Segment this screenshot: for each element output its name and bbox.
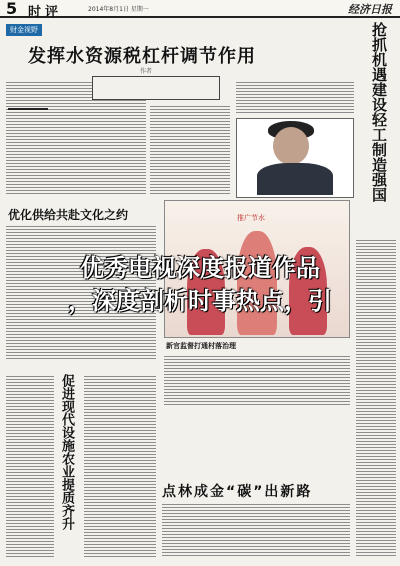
article-summary-box — [92, 76, 220, 100]
column-tag: 财金视野 — [6, 24, 42, 36]
bottom-article-title: 点林成金“碳”出新路 — [162, 484, 313, 500]
section-title: 时评 — [28, 5, 63, 20]
panel-heading: 新官监督打通村落治理 — [166, 342, 236, 350]
suit-shape — [257, 163, 333, 195]
main-headline: 发挥水资源税杠杆调节作用 — [28, 46, 256, 67]
left-article-title: 优化供给共赴文化之约 — [8, 208, 129, 222]
main-byline: 作者 — [140, 68, 153, 75]
panel-body — [164, 354, 350, 406]
left-column-text-1 — [6, 374, 54, 558]
overlay-line-2: ，深度剖析时事热点，引 — [68, 287, 332, 315]
face-shape — [273, 127, 309, 165]
main-article-col3 — [236, 80, 354, 114]
left-vertical-title: 促进现代设施农业提质齐升 — [59, 374, 74, 530]
date-line: 2014年8月1日 星期一 — [88, 6, 149, 13]
cartoon-label: 推广节水 — [237, 214, 265, 222]
masthead-logo: 经济日报 — [348, 3, 392, 16]
promo-overlay — [0, 252, 400, 318]
page-header — [0, 0, 400, 18]
author-photo — [236, 118, 354, 198]
bottom-article-body — [162, 502, 350, 558]
page-number: 5 — [6, 0, 18, 18]
section-divider — [8, 108, 48, 110]
left-column-text-2 — [84, 374, 156, 558]
main-article-col2 — [150, 104, 230, 196]
right-vertical-title: 抢抓机遇建设轻工制造强国 — [370, 22, 388, 202]
overlay-line-1: 优秀电视深度报道作品 — [80, 254, 320, 282]
